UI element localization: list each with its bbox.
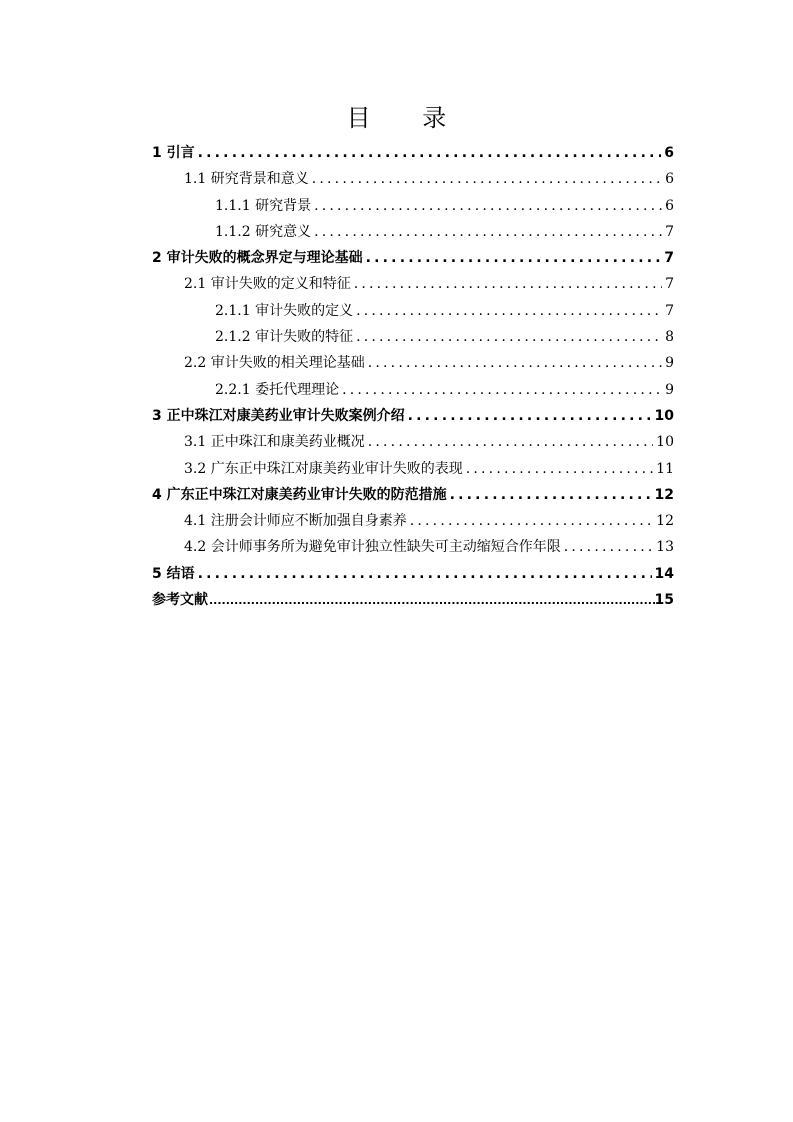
toc-entry-label: 3 正中珠江对康美药业审计失败案例介绍 [152, 407, 405, 424]
toc-entry-label: 4.2 会计师事务所为避免审计独立性缺失可主动缩短合作年限 [184, 539, 561, 556]
toc-entry[interactable] [152, 429, 674, 455]
toc-entry-page: 7 [665, 223, 674, 240]
toc-entry-label: 3.1 正中珠江和康美药业概况 [184, 434, 365, 451]
toc-leader-dots [314, 193, 662, 219]
toc-leader-dots [366, 245, 662, 271]
toc-entry-page: 12 [654, 486, 674, 503]
toc-leader-dots [312, 166, 662, 192]
toc-entry-label: 3.2 广东正中珠江对康美药业审计失败的表现 [184, 460, 463, 477]
toc-leader-dots [410, 508, 653, 534]
toc-entry[interactable] [152, 193, 674, 219]
toc-entry-label: 1.1.1 研究背景 [215, 197, 312, 214]
toc-entry-page: 9 [665, 355, 674, 372]
toc-entry-page: 9 [665, 381, 674, 398]
toc-entry[interactable] [152, 482, 674, 508]
toc-entry-label: 参考文献 [152, 592, 208, 609]
toc-entry[interactable] [152, 456, 674, 482]
table-of-contents [152, 140, 674, 613]
toc-entry-page: 6 [665, 197, 674, 214]
toc-entry-page: 10 [656, 434, 674, 451]
toc-leader-dots [354, 271, 662, 297]
toc-entry[interactable] [152, 534, 674, 560]
toc-leader-dots [368, 429, 653, 455]
toc-leader-dots [466, 456, 653, 482]
toc-entry-label: 1 引言 [152, 145, 195, 161]
toc-entry[interactable] [152, 298, 674, 324]
toc-entry[interactable] [152, 561, 674, 587]
toc-entry-label: 2 审计失败的概念界定与理论基础 [152, 250, 363, 267]
toc-entry-page: 7 [664, 250, 674, 267]
toc-leader-dots [198, 140, 662, 166]
toc-entry-page: 7 [665, 276, 674, 293]
toc-leader-dots [342, 377, 662, 403]
toc-entry[interactable] [152, 377, 674, 403]
toc-entry-label: 2.1.1 审计失败的定义 [215, 302, 354, 319]
toc-leader-dots [209, 588, 655, 614]
toc-entry-page: 7 [665, 302, 674, 319]
toc-entry[interactable] [152, 140, 674, 166]
toc-entry-page: 6 [664, 145, 674, 161]
toc-entry-page: 11 [656, 460, 674, 477]
toc-leader-dots [450, 482, 652, 508]
toc-entry-label: 5 结语 [152, 565, 195, 582]
toc-entry[interactable] [152, 245, 674, 271]
toc-leader-dots [408, 403, 652, 429]
toc-entry-label: 2.2 审计失败的相关理论基础 [184, 355, 365, 372]
toc-leader-dots [314, 219, 662, 245]
toc-entry[interactable] [152, 219, 674, 245]
toc-entry-page: 8 [665, 329, 674, 346]
toc-leader-dots [356, 298, 662, 324]
toc-entry-label: 1.1 研究背景和意义 [184, 171, 309, 188]
toc-entry-label: 2.2.1 委托代理理论 [215, 381, 340, 398]
toc-entry-label: 2.1.2 审计失败的特征 [215, 329, 354, 346]
toc-entry[interactable] [152, 350, 674, 376]
toc-entry-page: 13 [656, 539, 674, 556]
toc-leader-dots [564, 534, 653, 560]
toc-entry[interactable] [152, 587, 674, 613]
toc-entry[interactable] [152, 403, 674, 429]
toc-entry[interactable] [152, 166, 674, 192]
toc-entry[interactable] [152, 271, 674, 297]
toc-entry-page: 15 [654, 592, 674, 609]
toc-leader-dots [368, 350, 662, 376]
toc-entry-page: 6 [665, 171, 674, 188]
toc-entry[interactable] [152, 324, 674, 350]
toc-entry-page: 10 [654, 407, 674, 424]
toc-title: 目 录 [346, 104, 469, 132]
toc-entry-label: 4 广东正中珠江对康美药业审计失败的防范措施 [152, 486, 447, 503]
toc-entry-label: 2.1 审计失败的定义和特征 [184, 276, 351, 293]
toc-leader-dots [356, 324, 662, 350]
toc-entry[interactable] [152, 508, 674, 534]
toc-entry-page: 12 [656, 513, 674, 530]
toc-leader-dots [198, 561, 652, 587]
toc-entry-label: 4.1 注册会计师应不断加强自身素养 [184, 513, 407, 530]
toc-entry-page: 14 [654, 565, 674, 582]
toc-entry-label: 1.1.2 研究意义 [215, 223, 312, 240]
